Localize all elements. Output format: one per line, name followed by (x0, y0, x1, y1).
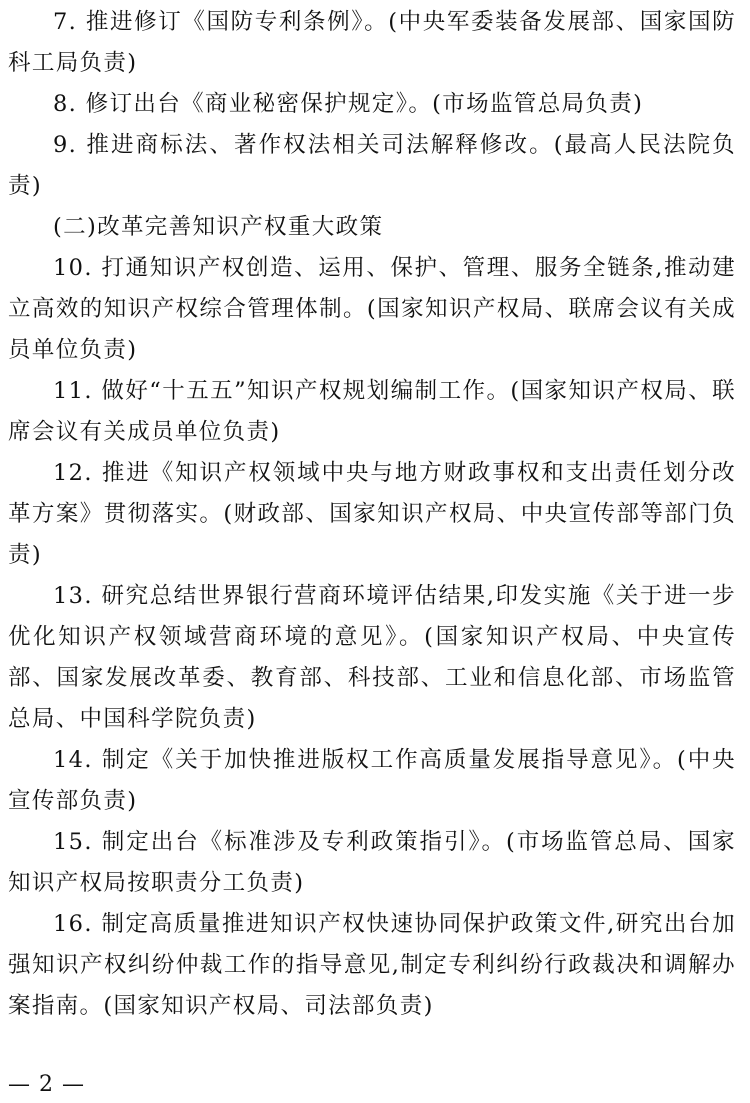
document-page (8, 2, 736, 1027)
page-number: — 2 — (8, 1072, 85, 1097)
policy-item-16: 16. 制定高质量推进知识产权快速协同保护政策文件,研究出台加强知识产权纠纷仲裁工作的指导意见,制定专利纠纷行政裁决和调解办案指南。(国家知识产权局、司法部负责) (8, 911, 736, 1019)
policy-item-7: 7. 推进修订《国防专利条例》。(中央军委装备发展部、国家国防科工局负责) (8, 9, 736, 76)
policy-item-15: 15. 制定出台《标准涉及专利政策指引》。(市场监管总局、国家知识产权局按职责分工负责) (8, 829, 736, 896)
policy-item-14: 14. 制定《关于加快推进版权工作高质量发展指导意见》。(中央宣传部负责) (8, 747, 736, 814)
policy-item-12: 12. 推进《知识产权领域中央与地方财政事权和支出责任划分改革方案》贯彻落实。(财政部、国家知识产权局、中央宣传部等部门负责) (8, 460, 736, 568)
policy-item-11: 11. 做好“十五五”知识产权规划编制工作。(国家知识产权局、联席会议有关成员单位负责) (8, 378, 736, 445)
policy-item-10: 10. 打通知识产权创造、运用、保护、管理、服务全链条,推动建立高效的知识产权综合管理体制。(国家知识产权局、联席会议有关成员单位负责) (8, 255, 736, 363)
policy-item-9: 9. 推进商标法、著作权法相关司法解释修改。(最高人民法院负责) (8, 132, 736, 199)
section-heading: (二)改革完善知识产权重大政策 (53, 214, 384, 240)
policy-item-8: 8. 修订出台《商业秘密保护规定》。(市场监管总局负责) (53, 91, 644, 117)
policy-item-13: 13. 研究总结世界银行营商环境评估结果,印发实施《关于进一步优化知识产权领域营商环境的意见》。(国家知识产权局、中央宣传部、国家发展改革委、教育部、科技部、工业和信息化部、市场监管总局、中国科学院负责) (8, 583, 736, 732)
